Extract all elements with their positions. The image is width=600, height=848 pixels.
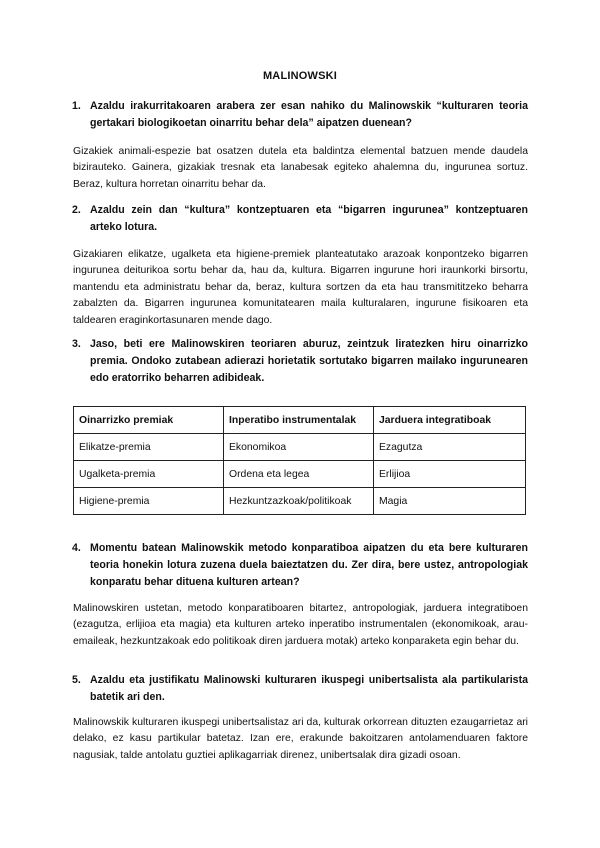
question-number: 2.: [72, 204, 81, 216]
question-text: Jaso, beti ere Malinowskiren teoriaren aburuz, zeintzuk liratezken hiru oinarrizko premia. Ondoko zutabean adierazi horietatik sortutako bigarren mailako ingurunearen edo eratorriko beharren adibideak.: [90, 338, 528, 384]
question-number: 4.: [72, 542, 81, 554]
question-number: 1.: [72, 100, 81, 112]
table-cell: Erlijioa: [374, 461, 526, 488]
question-text: Azaldu irakurritakoaren arabera zer esan nahiko du Malinowskik “kulturaren teoria gertakari biologikoetan oinarritu behar dela” aipatzen duenean?: [90, 100, 528, 129]
question-5: [72, 672, 528, 706]
table-cell: Ugalketa-premia: [74, 461, 224, 488]
question-number: 3.: [72, 338, 81, 350]
question-4: [72, 540, 528, 591]
table-header-cell: Inperatibo instrumentalak: [224, 407, 374, 434]
table-cell: Ordena eta legea: [224, 461, 374, 488]
table-cell: Ekonomikoa: [224, 434, 374, 461]
question-2: [72, 202, 528, 236]
question-text: Azaldu eta justifikatu Malinowski kulturaren ikuspegi unibertsalista ala partikularista batetik ari den.: [90, 674, 528, 703]
table-cell: Ezagutza: [374, 434, 526, 461]
table-cell: Elikatze-premia: [74, 434, 224, 461]
table-cell: Higiene-premia: [74, 488, 224, 515]
question-text: Momentu batean Malinowskik metodo konparatiboa aipatzen du eta bere kulturaren teoria honekin lotura zuzena duela baieztatzen du. Zer dira, bere ustez, antropologiak konparatu behar dituena kulturen artean?: [90, 542, 528, 588]
question-3: [72, 336, 528, 387]
table-row: [74, 488, 526, 515]
table-header-cell: Jarduera integratiboak: [374, 407, 526, 434]
table-header-row: [74, 407, 526, 434]
document-title: MALINOWSKI: [262, 70, 338, 82]
question-number: 5.: [72, 674, 81, 686]
table-cell: Magia: [374, 488, 526, 515]
answer-1: Gizakiek animali-espezie bat osatzen dutela eta baldintza elemental batzuen mende daudela bizirauteko. Gainera, gizakiak tresnak eta lanabesak egiteko ahalemna du, ingurunea sortuz. Beraz, kultura horretan oinarritu behar da.: [73, 146, 528, 190]
table-header-cell: Oinarrizko premiak: [74, 407, 224, 434]
answer-4: Malinowskiren ustetan, metodo konparatiboaren bitartez, antropologiak, jarduera integratiboen (ezagutza, erlijioa eta magia) eta kulturen arteko inperatibo instrumentalen (ekonomikoak, arau-emaileak, hezkuntzakoak edo politikoak diren jarduera motak) arteko konparaketa egin behar du.: [73, 603, 528, 647]
table-row: [74, 461, 526, 488]
culture-table: [73, 406, 526, 515]
answer-5: Malinowskik kulturaren ikuspegi unibertsalistaz ari da, kulturak orkorrean dituzten ezaugarrietaz ari delako, ez kasu partikular batetaz. Izan ere, erakunde bakoitzaren antolamenduaren faktore nagusiak, talde antolatu guztiei aplikagarriak direnez, unibertsalak dira gizadi osoan.: [73, 717, 528, 761]
question-1: [72, 98, 528, 132]
answer-2: Gizakiaren elikatze, ugalketa eta higiene-premiek planteatutako arazoak konpontzeko bigarren ingurunea deiturikoa sortu behar da, hau da, kultura. Bigarren ingurune hori iraunkorki birsortu, mantendu eta administratu behar da, beraz, kultura sortzen da eta hau transmititzeko beharra zabalzten da. Bigarren ingurunea komunitatearen maila kulturalaren, ingurune fisikoaren eta taldearen eraginkortasunaren mende dago.: [73, 249, 528, 326]
table-row: [74, 434, 526, 461]
table-cell: Hezkuntzazkoak/politikoak: [224, 488, 374, 515]
question-text: Azaldu zein dan “kultura” kontzeptuaren eta “bigarren ingurunea” kontzeptuaren arteko lotura.: [90, 204, 528, 233]
